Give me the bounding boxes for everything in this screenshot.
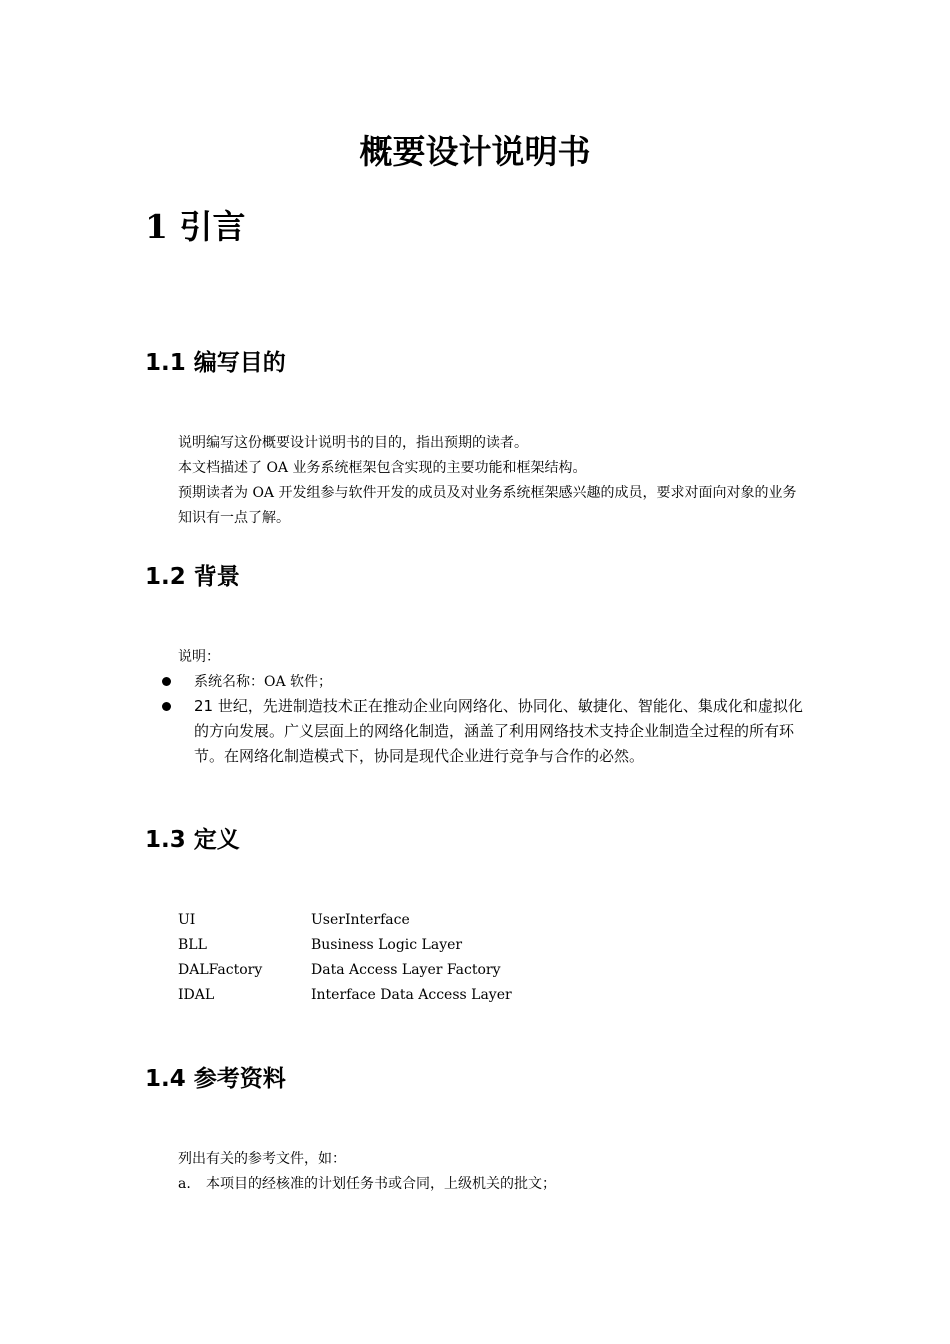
definition-meaning: Data Access Layer Factory [311,962,501,978]
references-intro: 列出有关的参考文件，如： [178,1151,346,1167]
section-heading-references: 1.4 参考资料 [145,1066,286,1092]
reference-item-text: 本项目的经核准的计划任务书或合同，上级机关的批文； [206,1176,556,1192]
bullet-background-description: 21 世纪，先进制造技术正在推动企业向网络化、协同化、敏捷化、智能化、集成化和虚拟化的方向发展。广义层面上的网络化制造，涵盖了利用网络技术支持企业制造全过程的所有环节。在网络化制造模式下，协同是现代企业进行竞争与合作的必然。 [194,697,803,765]
bullet-marker [162,677,171,686]
bullet-marker [162,702,171,711]
chapter-heading-introduction: 1 引言 [145,207,246,246]
purpose-paragraph-2: 本文档描述了 OA 业务系统框架包含实现的主要功能和框架结构。 [178,460,587,476]
definition-meaning: Business Logic Layer [311,937,463,953]
section-heading-purpose: 1.1 编写目的 [145,350,286,376]
definition-term: UI [178,912,196,928]
definition-term: IDAL [178,987,215,1003]
purpose-paragraph-1: 说明编写这份概要设计说明书的目的，指出预期的读者。 [178,435,528,451]
document-title: 概要设计说明书 [359,132,591,171]
section-heading-definitions: 1.3 定义 [145,827,240,853]
purpose-paragraph-3: 预期读者为 OA 开发组参与软件开发的成员及对业务系统框架感兴趣的成员，要求对面向对象的业务知识有一点了解。 [178,485,797,526]
bullet-system-name: 系统名称：OA 软件； [194,674,333,690]
definition-term: DALFactory [178,962,263,978]
reference-item-marker: a. [178,1176,191,1192]
definition-term: BLL [178,937,207,953]
definition-meaning: Interface Data Access Layer [311,987,512,1003]
section-heading-background: 1.2 背景 [145,564,240,590]
definition-meaning: UserInterface [311,912,410,928]
background-intro: 说明： [178,649,220,665]
